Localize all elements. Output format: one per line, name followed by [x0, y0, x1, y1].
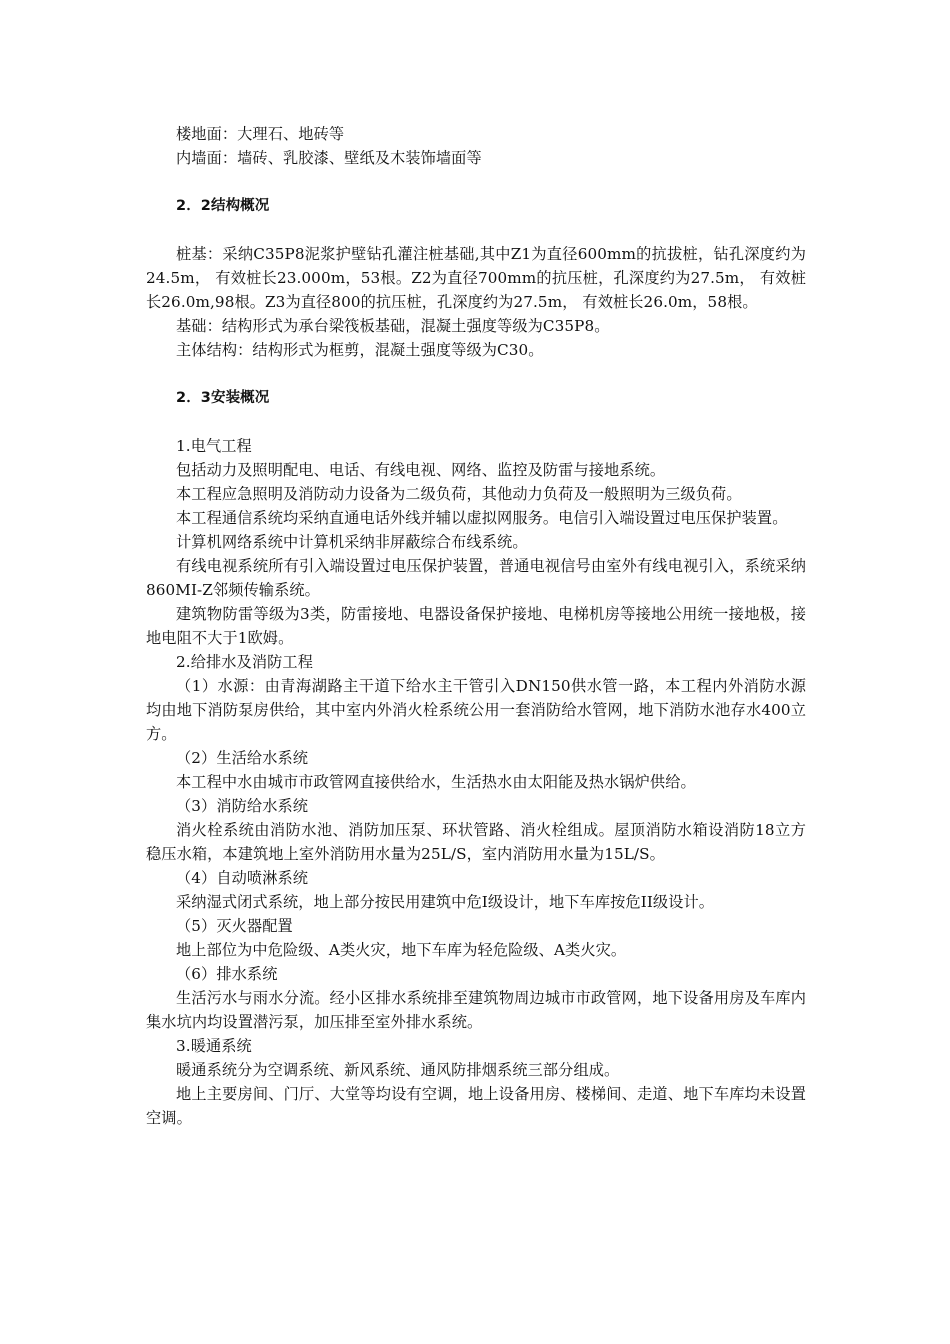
paragraph-load-levels: 本工程应急照明及消防动力设备为二级负荷，其他动力负荷及一般照明为三级负荷。 — [176, 485, 742, 503]
paragraph-domestic-water: 本工程中水由城市市政管网直接供给水，生活热水由太阳能及热水锅炉供给。 — [176, 773, 696, 791]
subheading-fire-water: （3）消防给水系统 — [176, 797, 309, 815]
subheading-electrical: 1.电气工程 — [176, 437, 252, 455]
paragraph-computer-network: 计算机网络系统中计算机采纳非屏蔽综合布线系统。 — [176, 533, 528, 551]
paragraph-hvac-systems: 暖通系统分为空调系统、新风系统、通风防排烟系统三部分组成。 — [176, 1061, 620, 1079]
paragraph-main-structure: 主体结构：结构形式为框剪，混凝土强度等级为C30。 — [176, 341, 544, 359]
subheading-sprinkler: （4）自动喷淋系统 — [176, 869, 309, 887]
paragraph-telecom: 本工程通信系统均采纳直通电话外线并辅以虚拟网服务。电信引入端设置过电压保护装置。 — [176, 509, 788, 527]
subheading-drainage: （6）排水系统 — [176, 965, 278, 983]
paragraph-inner-wall-finish: 内墙面：墙砖、乳胶漆、壁纸及木装饰墙面等 — [176, 149, 482, 167]
paragraph-lightning-protection: 建筑物防雷等级为3类，防雷接地、电器设备保护接地、电梯机房等接地公用统一接地极，接地电阻不大于1欧姆。 — [146, 605, 806, 647]
paragraph-drainage: 生活污水与雨水分流。经小区排水系统排至建筑物周边城市市政管网，地下设备用房及车库内集水坑内均设置潜污泵，加压排至室外排水系统。 — [146, 989, 806, 1031]
paragraph-pile-foundation: 桩基：采纳C35P8泥浆护壁钻孔灌注桩基础,其中Z1为直径600mm的抗拔桩，钻孔深度约为24.5m， 有效桩长23.000m，53根。Z2为直径700mm的抗压桩，孔深度约为27.5m， 有效桩长26.0m,98根。Z3为直径800的抗压桩，孔深度约为27.5m， 有效桩长26.0m，58根。 — [146, 245, 806, 311]
section-heading-installation: 2．3安装概况 — [176, 390, 270, 406]
paragraph-floor-finish: 楼地面：大理石、地砖等 — [176, 125, 345, 143]
paragraph-electrical-scope: 包括动力及照明配电、电话、有线电视、网络、监控及防雷与接地系统。 — [176, 461, 666, 479]
paragraph-air-conditioning: 地上主要房间、门厅、大堂等均设有空调，地上设备用房、楼梯间、走道、地下车库均未设置空调。 — [146, 1085, 806, 1127]
subheading-domestic-water: （2）生活给水系统 — [176, 749, 309, 767]
paragraph-sprinkler: 采纳湿式闭式系统，地上部分按民用建筑中危Ⅰ级设计，地下车库按危II级设计。 — [176, 893, 715, 911]
paragraph-fire-hydrant: 消火栓系统由消防水池、消防加压泵、环状管路、消火栓组成。屋顶消防水箱设消防18立方稳压水箱，本建筑地上室外消防用水量为25L/S，室内消防用水量为15L/S。 — [146, 821, 806, 863]
paragraph-extinguisher: 地上部位为中危险级、A类火灾，地下车库为轻危险级、A类火灾。 — [176, 941, 627, 959]
paragraph-cable-tv: 有线电视系统所有引入端设置过电压保护装置，普通电视信号由室外有线电视引入，系统采纳860MI-Z邻频传输系统。 — [146, 557, 806, 599]
section-heading-structure: 2．2结构概况 — [176, 198, 270, 214]
paragraph-water-source: （1）水源：由青海湖路主干道下给水主干管引入DN150供水管一路，本工程内外消防水源均由地下消防泵房供给，其中室内外消火栓系统公用一套消防给水管网，地下消防水池存水400立方。 — [146, 677, 806, 743]
subheading-hvac: 3.暖通系统 — [176, 1037, 252, 1055]
document-page — [146, 122, 806, 1130]
subheading-extinguisher: （5）灭火器配置 — [176, 917, 293, 935]
subheading-water-fire: 2.给排水及消防工程 — [176, 653, 313, 671]
paragraph-foundation: 基础：结构形式为承台梁筏板基础，混凝土强度等级为C35P8。 — [176, 317, 610, 335]
